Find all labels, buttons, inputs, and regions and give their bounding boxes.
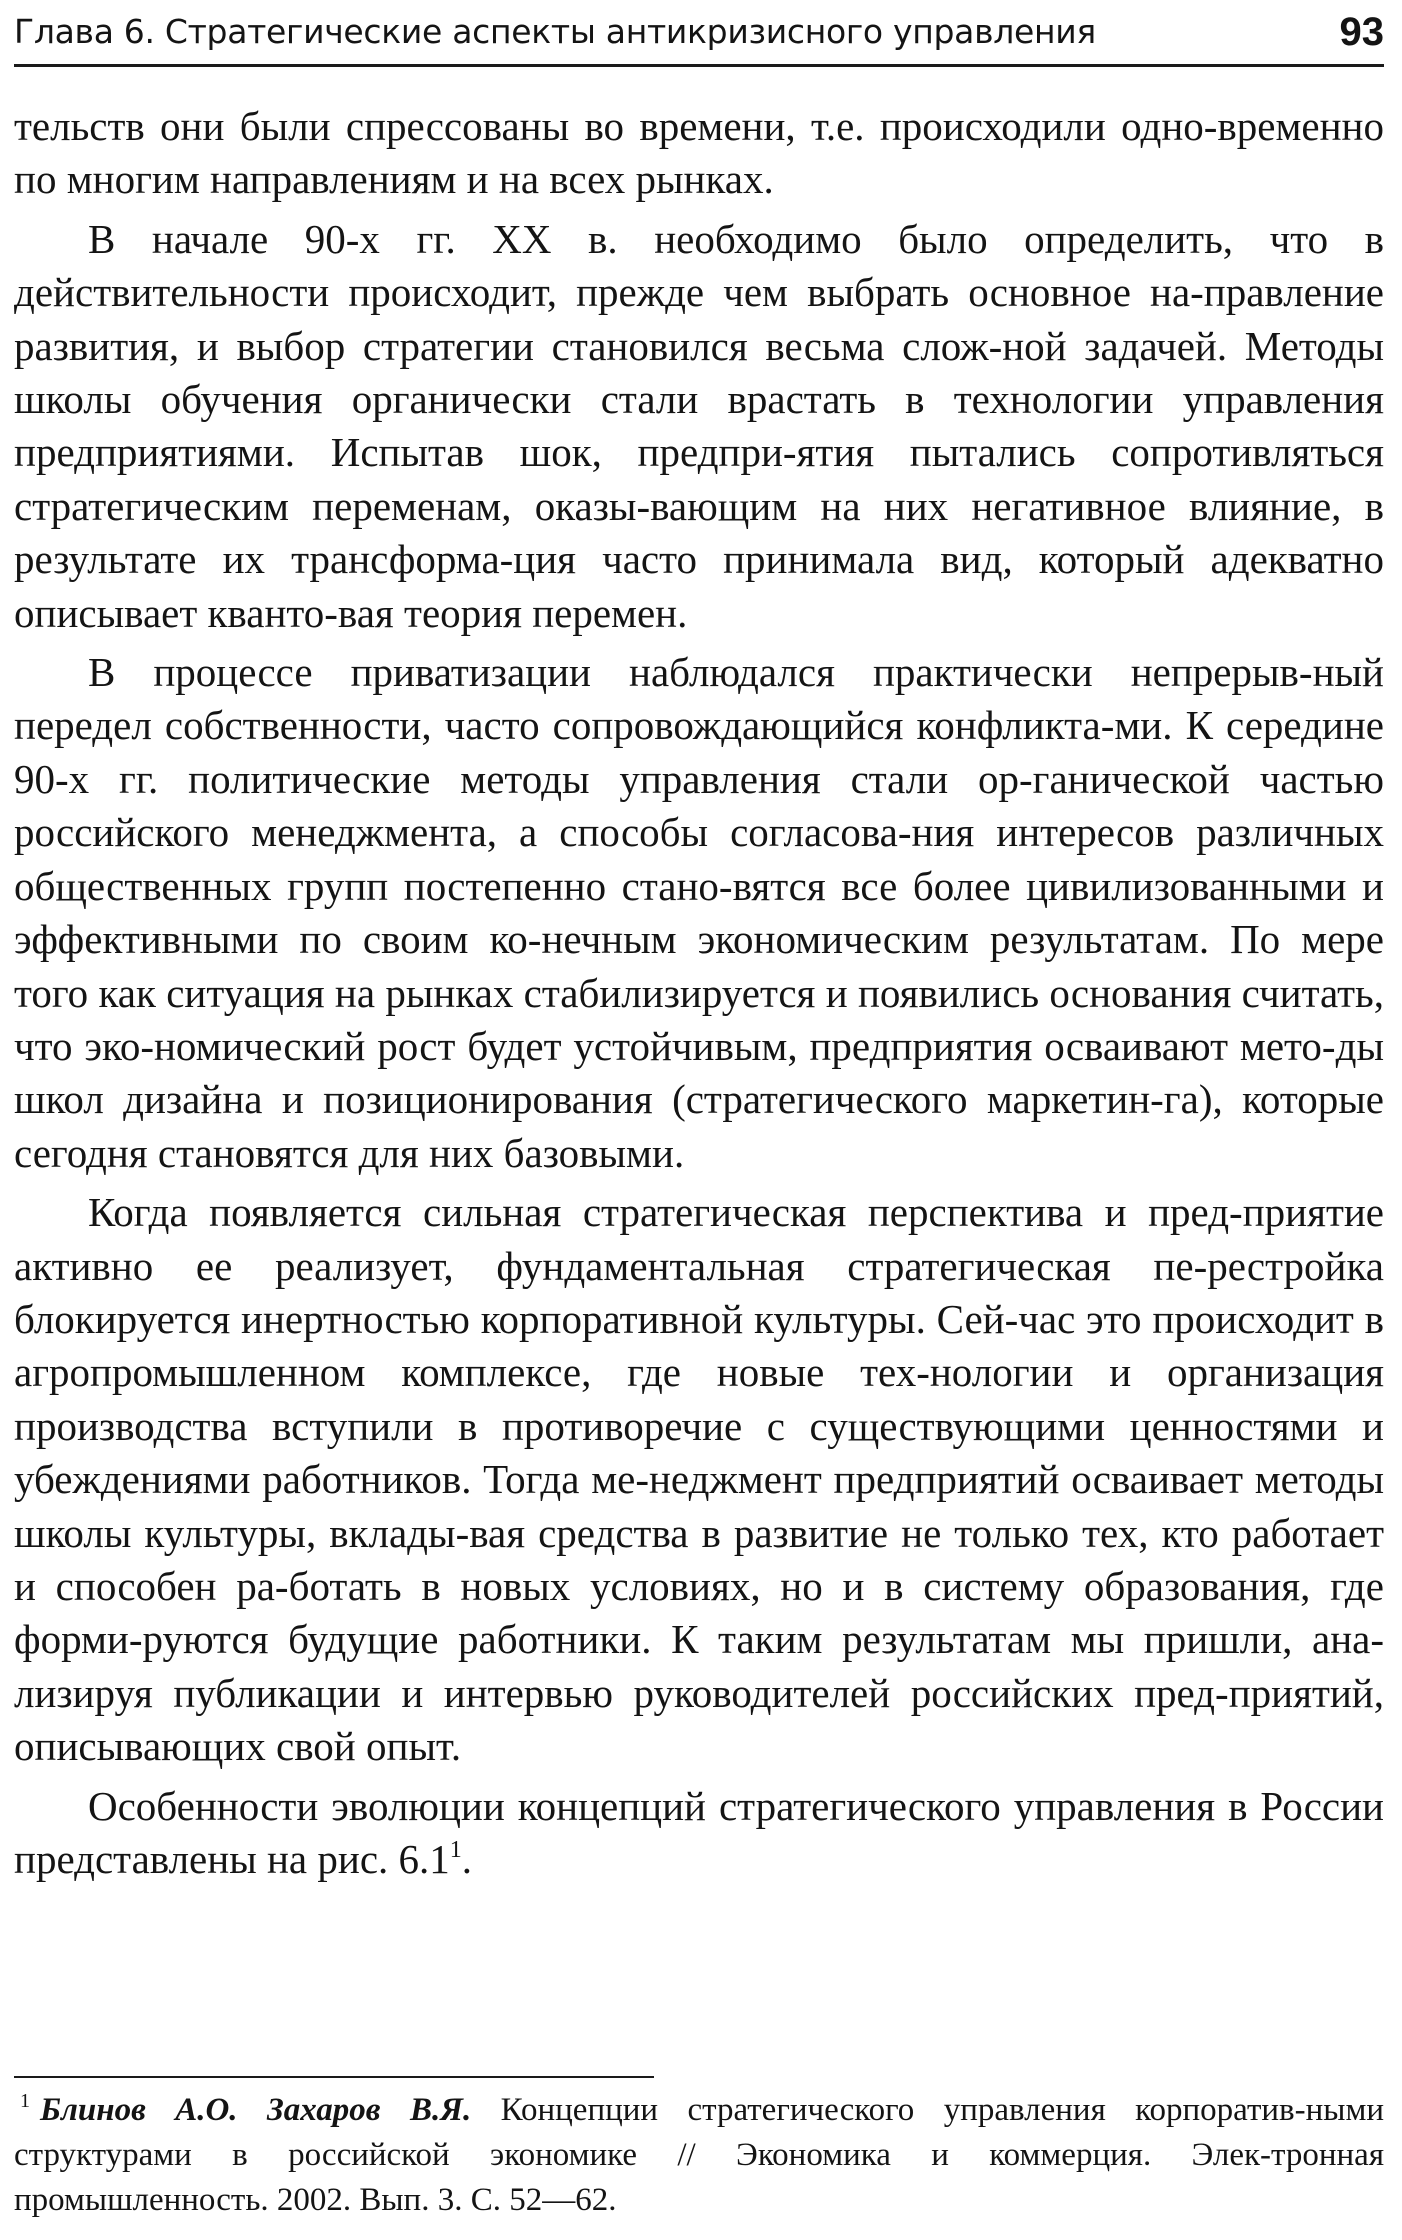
paragraph-text: Особенности эволюции концепций стратегического управления в России представлены на рис. 6.1 — [14, 1782, 1384, 1882]
paragraph-last — [14, 1780, 1384, 1887]
running-header — [14, 6, 1384, 67]
paragraph: тельств они были спрессованы во времени, т.е. происходили одно-временно по многим направлениям и на всех рынках. — [14, 103, 1384, 203]
main-text — [14, 100, 1384, 1886]
book-page — [14, 0, 1384, 2240]
paragraph: В начале 90-х гг. XX в. необходимо было определить, что в действительности происходит, прежде чем выбрать основное на-правление развития, и выбор стратегии становился весьма слож-ной задачей. Методы школы обучения органически стали врастать в технологии управления предприятиями. Испытав шок, предпри-ятия пытались сопротивляться стратегическим переменам, оказы-вающим на них негативное влияние, в результате их трансформа-ция часто принимала вид, который адекватно описывает кванто-вая теория перемен. — [14, 215, 1384, 636]
footnote — [14, 2088, 1384, 2223]
footnote-separator — [14, 2076, 654, 2078]
footnote-reference[interactable]: 1 — [449, 1837, 462, 1863]
sentence-period: . — [461, 1836, 473, 1882]
page-number: 93 — [1339, 10, 1384, 54]
footnote-mark: 1 — [20, 2090, 30, 2112]
paragraph: Когда появляется сильная стратегическая перспектива и пред-приятие активно ее реализует, фундаментальная стратегическая пе-рестройка блокируется инертностью корпоративной культуры. Сей-час это происходит в агропромышленном комплексе, где новые тех-нологии и организация производства вступили в противоречие с существующими ценностями и убеждениями работников. Тогда ме-неджмент предприятий осваивает методы школы культуры, вклады-вая средства в развитие не только тех, кто работает и способен ра-ботать в новых условиях, но и в систему образования, где форми-руются будущие работники. К таким результатам мы пришли, ана-лизируя публикации и интервью руководителей российских пред-приятий, описывающих свой опыт. — [14, 1189, 1384, 1770]
footnote-authors: Блинов А.О. Захаров В.Я. — [40, 2092, 472, 2128]
chapter-title: Глава 6. Стратегические аспекты антикризисного управления — [14, 12, 1096, 51]
footnote-text: Концепции стратегического управления корпоратив-ными структурами в российской экономике // Экономика и коммерция. Элек-тронная промышленность. 2002. Вып. 3. С. 52—62. — [14, 2092, 1384, 2218]
paragraph: В процессе приватизации наблюдался практически непрерыв-ный передел собственности, часто сопровождающийся конфликта-ми. К середине 90-х гг. политические методы управления стали ор-ганической частью российского менеджмента, а способы согласова-ния интересов различных общественных групп постепенно стано-вятся все более цивилизованными и эффективными по своим ко-нечным экономическим результатам. По мере того как ситуация на рынках стабилизируется и появились основания считать, что эко-номический рост будет устойчивым, предприятия осваивают мето-ды школ дизайна и позиционирования (стратегического маркетин-га), которые сегодня становятся для них базовыми. — [14, 649, 1384, 1176]
